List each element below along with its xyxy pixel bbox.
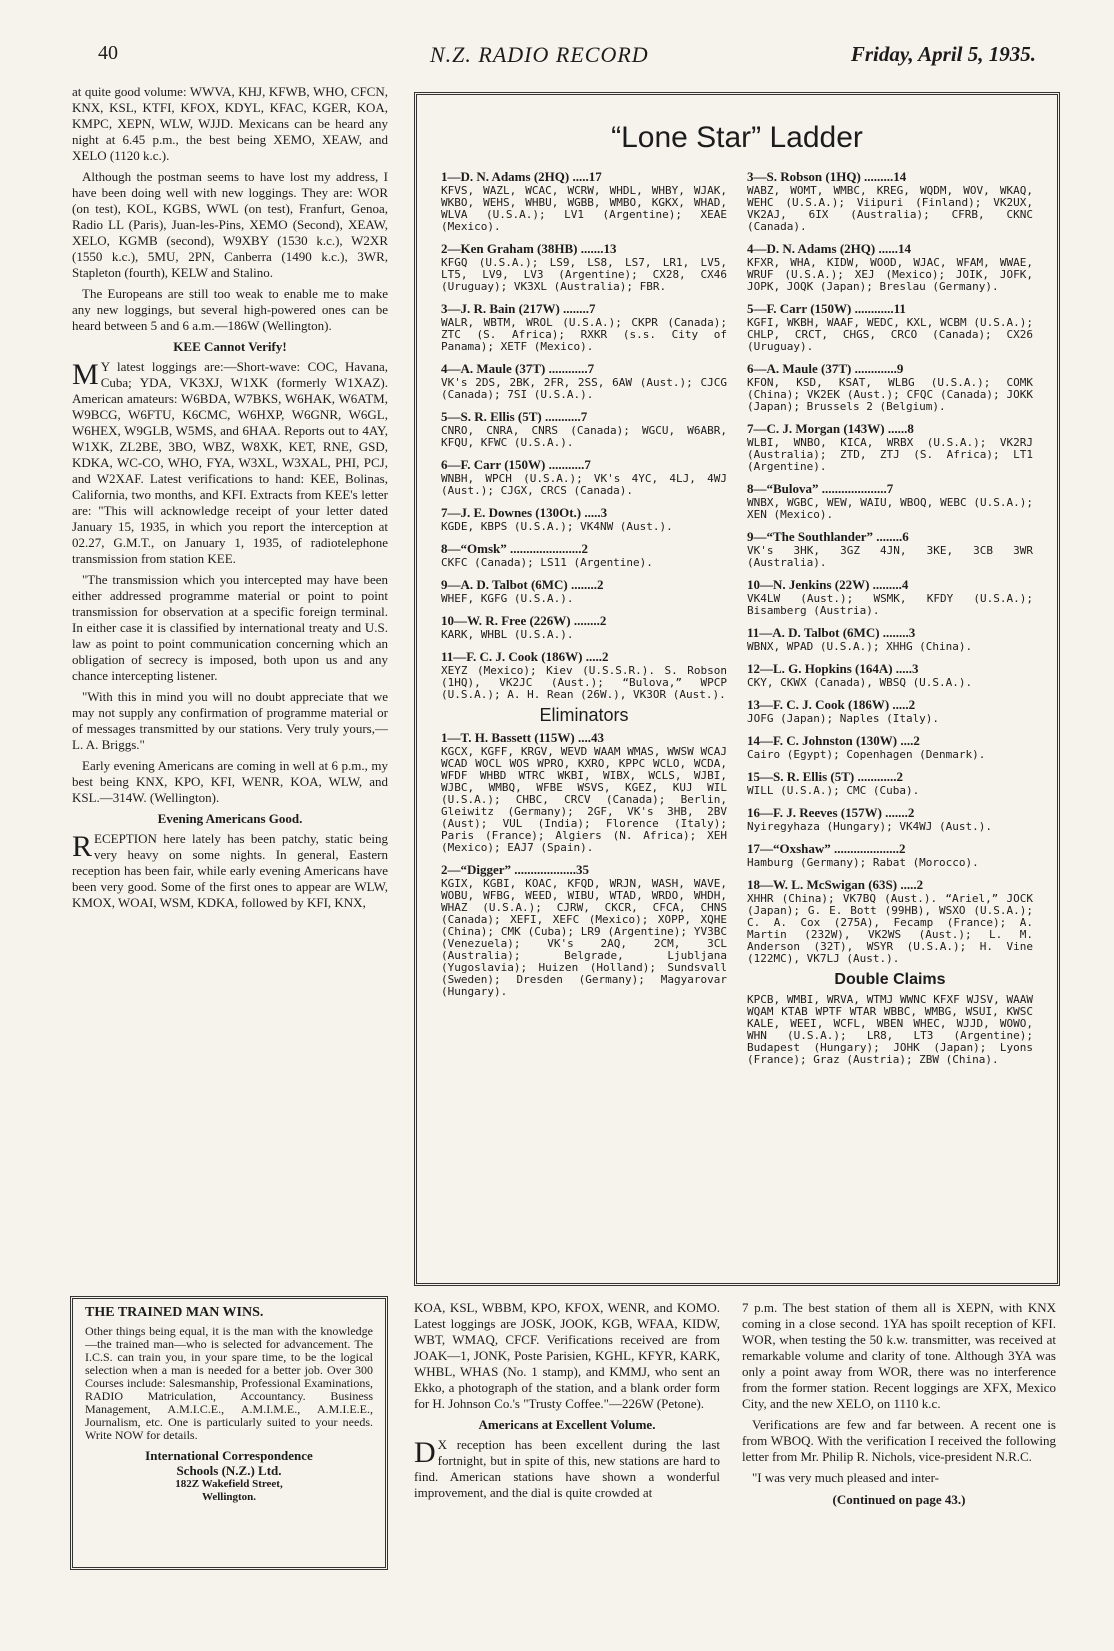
ladder-entry xyxy=(441,649,727,701)
entry-heading: 8—“Bulova” ....................7 xyxy=(747,481,894,496)
entry-stations: JOFG (Japan); Naples (Italy). xyxy=(747,712,940,725)
issue-date: Friday, April 5, 1935. xyxy=(850,42,1036,66)
entry-heading: 6—A. Maule (37T) .............9 xyxy=(747,361,904,376)
entry-stations: CKFC (Canada); LS11 (Argentine). xyxy=(441,556,653,569)
entry-stations: KFVS, WAZL, WCAC, WCRW, WHDL, WHBY, WJAK, WKBO, WEHS, WHBU, WGBB, WMBO, KGKX, WHAD, WLVA (U.S.A.); LV1 (Argentine); XEAE (Mexico). xyxy=(441,184,727,233)
entry-stations: KFGQ (U.S.A.); LS9, LS8, LS7, LR1, LV5, LT5, LV9, LV3 (Argentine); CX28, CX46 (Uruguay); VK3XL (Australia); FBR. xyxy=(441,256,727,293)
entry-heading: 4—A. Maule (37T) ............7 xyxy=(441,361,595,376)
entry-heading: 4—D. N. Adams (2HQ) ......14 xyxy=(747,241,911,256)
entry-stations: Hamburg (Germany); Rabat (Morocco). xyxy=(747,856,979,869)
entry-stations: VK's 2DS, 2BK, 2FR, 2SS, 6AW (Aust.); CJCG (Canada); 7SI (U.S.A.). xyxy=(441,376,727,401)
ladder-entry xyxy=(441,577,727,605)
entry-heading: 17—“Oxshaw” ....................2 xyxy=(747,841,906,856)
entry-stations: WHEF, KGFG (U.S.A.). xyxy=(441,592,574,605)
ladder-right-column xyxy=(747,169,1033,1066)
section-heading: Evening Americans Good. xyxy=(157,811,303,826)
entry-stations: WBNX, WPAD (U.S.A.); XHHG (China). xyxy=(747,640,973,653)
page-number: 40 xyxy=(98,42,118,64)
double-claims-title: Double Claims xyxy=(834,971,946,988)
entry-stations: WNBX, WGBC, WEW, WAIU, WBOQ, WEBC (U.S.A.); XEN (Mexico). xyxy=(747,496,1033,521)
entry-stations: VK4LW (Aust.); WSMK, KFDY (U.S.A.); Bisamberg (Austria). xyxy=(747,592,1033,617)
drop-cap: D xyxy=(414,1436,436,1469)
entry-stations: Nyiregyhaza (Hungary); VK4WJ (Aust.). xyxy=(747,820,993,833)
ladder-entry xyxy=(747,625,1033,653)
entry-heading: 3—J. R. Bain (217W) ........7 xyxy=(441,301,596,316)
ladder-entry xyxy=(747,481,1033,521)
ladder-entry xyxy=(747,877,1033,965)
drop-cap: R xyxy=(72,830,93,863)
entry-stations: WILL (U.S.A.); CMC (Cuba). xyxy=(747,784,920,797)
ladder-entry xyxy=(747,169,1033,233)
continued-note: (Continued on page 43.) xyxy=(832,1492,966,1507)
drop-cap: M xyxy=(72,358,99,391)
paragraph: The Europeans are still too weak to enable me to make any new loggings, but several high-powered ones can be heard between 5 and 6 a.m.—186W (Wellington). xyxy=(72,286,388,333)
entry-heading: 18—W. L. McSwigan (63S) .....2 xyxy=(747,877,924,892)
ladder-title: “Lone Star” Ladder xyxy=(611,121,863,154)
ladder-entry xyxy=(441,241,727,293)
ladder-entry xyxy=(441,457,727,497)
paragraph: KOA, KSL, WBBM, KPO, KFOX, WENR, and KOMO. Latest loggings are JOSK, JOOK, KGB, WFAA, KIDW, WBT, WMAQ, CFCF. Verifications received are from JOAK—1, JONK, Poste Parisien, KGHL, KFYR, KARK, WHBL, WHAS (No. 1 stamp), and KMMJ, who sent an Ekko, a photograph of the station, and a blank order form for H. Johnson Co.'s "Trusty Coffee."—226W (Petone). xyxy=(414,1300,720,1411)
paragraph: Early evening Americans are coming in well at 6 p.m., my best being KNX, KPO, KFI, WENR, KOA, WLW, and KSL.—314W. (Wellington). xyxy=(72,758,388,805)
ladder-entry xyxy=(747,241,1033,293)
paragraph: D X reception has been excellent during the last fortnight, but in spite of this, new stations are hard to find. American stations have shown a wonderful improvement, and the dial is quite crowded at xyxy=(414,1436,720,1500)
entry-stations: KFON, KSD, KSAT, WLBG (U.S.A.); COMK (China); VK2EK (Aust.); CFQC (Canada); JOKK (Japan); Brussels 2 (Belgium). xyxy=(747,376,1033,413)
ladder-entry xyxy=(441,541,727,569)
ics-advertisement xyxy=(70,1296,388,1570)
entry-heading: 11—A. D. Talbot (6MC) ........3 xyxy=(747,625,916,640)
ladder-entry xyxy=(441,730,727,854)
entry-stations: CKY, CKWX (Canada), WBSQ (U.S.A.). xyxy=(747,676,973,689)
entry-heading: 2—Ken Graham (38HB) .......13 xyxy=(441,241,617,256)
ladder-entry xyxy=(747,361,1033,413)
ladder-entry xyxy=(747,529,1033,569)
ladder-entry xyxy=(441,361,727,401)
ladder-entry xyxy=(747,769,1033,797)
masthead: N.Z. RADIO RECORD xyxy=(430,42,649,67)
entry-stations: KFXR, WHA, KIDW, WOOD, WJAC, WFAM, WWAE, WRUF (U.S.A.); XEJ (Mexico); JOIK, JOFK, JOPK, JOQK (Japan); Breslau (Germany). xyxy=(747,256,1033,293)
ladder-entry xyxy=(441,409,727,449)
entry-stations: WNBH, WPCH (U.S.A.); VK's 4YC, 4LJ, 4WJ (Aust.); CJGX, CRCS (Canada). xyxy=(441,472,727,497)
section-heading: Americans at Excellent Volume. xyxy=(478,1417,656,1432)
ladder-entry xyxy=(747,421,1033,473)
entry-stations: XHHR (China); VK7BQ (Aust.). “Ariel,” JOCK (Japan); G. E. Bott (99HB), WSXO (U.S.A.); C. A. Cox (275A), Fecamp (France); A. Martin (232W), VK2WS (Aust.); L. M. Anderson (32T), WSYR (U.S.A.); H. Vine (122MC), VK7LJ (Aust.). xyxy=(747,892,1033,965)
paragraph: M Y latest loggings are:—Short-wave: COC, Havana, Cuba; YDA, VK3XJ, W1XK (formerly W1XAZ). American amateurs: W6BDA, W7BKS, W6HAK, W6ATM, W9BCG, W6FTU, K6CMC, W6HXP, W6GNR, W6GL, W6HEX, W9GLB, W5MS, and 6HAA. Reports out to 4AY, W1XK, ZL2BE, 3BO, WBZ, W8XK, KET, RNE, GSD, KDKA, WC-CO, WHO, FYA, W3XL, W3XAL, PHI, PCJ, and W2XAF. Latest verifications to hand: KEE, Bolinas, California, two months, and KFI. Extracts from KEE's letter are: "This will acknowledge receipt of your letter dated January 15, 1935, in which you report the interception at 02.27, G.M.T., on January 1, 1935, of radiotelephone transmission from station KEE. xyxy=(72,358,388,566)
entry-heading: 9—“The Southlander” ........6 xyxy=(747,529,909,544)
page-header xyxy=(98,42,1036,76)
paragraph: 7 p.m. The best station of them all is XEPN, with KNX coming in a close second. 1YA has spoilt reception of KFI. WOR, when testing the 50 k.w. transmitter, was received at remarkable volume and clarity of tone. Although 3YA was only a point away from WOR, there was no interference from the former station. Recent loggings are XFX, Mexico City, and the new XELO, on 1110 k.c. xyxy=(742,1300,1056,1411)
entry-heading: 10—N. Jenkins (22W) .........4 xyxy=(747,577,909,592)
entry-heading: 3—S. Robson (1HQ) .........14 xyxy=(747,169,907,184)
entry-heading: 15—S. R. Ellis (5T) ............2 xyxy=(747,769,904,784)
eliminators-title: Eliminators xyxy=(539,705,629,725)
entry-stations: CNRO, CNRA, CNRS (Canada); WGCU, W6ABR, KFQU, KFWC (U.S.A.). xyxy=(441,424,727,449)
ad-body: Other things being equal, it is the man with the knowledge—the trained man—who is selected for advancement. The I.C.S. can train you, in your spare time, to be the logical selection when a man is needed for a better job. Over 300 Courses include: Salesmanship, Professional Examinations, RADIO Matriculation, Accountancy. Business Management, A.M.I.C.E., A.M.I.M.E., A.M.I.E.E., Journalism, etc. One is particularly suited to your needs. Write NOW for details. xyxy=(85,1324,373,1442)
ladder-entry xyxy=(441,613,727,641)
entry-stations: KARK, WHBL (U.S.A.). xyxy=(441,628,574,641)
ladder-entry xyxy=(747,733,1033,761)
entry-heading: 11—F. C. J. Cook (186W) .....2 xyxy=(441,649,609,664)
ladder-entry xyxy=(747,805,1033,833)
left-column xyxy=(72,84,388,916)
entry-heading: 10—W. R. Free (226W) ........2 xyxy=(441,613,607,628)
ladder-entry xyxy=(747,841,1033,869)
entry-heading: 5—S. R. Ellis (5T) ...........7 xyxy=(441,409,588,424)
entry-stations: VK's 3HK, 3GZ 4JN, 3KE, 3CB 3WR (Australia). xyxy=(747,544,1033,569)
entry-heading: 1—D. N. Adams (2HQ) .....17 xyxy=(441,169,602,184)
double-claims-list: KPCB, WMBI, WRVA, WTMJ WWNC KFXF WJSV, WAAW WQAM KTAB WPTF WTAR WBBC, WMBG, WSUI, KWSC KALE, WEEI, WCFL, WBEN WHEC, WJJD, WOWO, WHN (U.S.A.); LR8, LT3 (Argentine); Budapest (Hungary); JOHK (Japan); Lyons (France); Graz (Austria); ZBW (China). xyxy=(747,993,1033,1066)
entry-heading: 12—L. G. Hopkins (164A) .....3 xyxy=(747,661,919,676)
paragraph: Verifications are few and far between. A recent one is from WBOQ. With the verification I received the following letter from Mr. Philip R. Nichols, vice-president N.R.C. xyxy=(742,1417,1056,1464)
paragraph: "With this in mind you will no doubt appreciate that we may not supply any confirmation of programme material or of messages transmitted by our stations. Very truly yours,—L. A. Briggs." xyxy=(72,689,388,752)
section-heading: KEE Cannot Verify! xyxy=(173,339,287,354)
ladder-entry xyxy=(441,505,727,533)
ad-signature: International Correspondence Schools (N.Z.) Ltd. 182Z Wakefield Street, Wellington. xyxy=(145,1448,313,1503)
entry-heading: 7—C. J. Morgan (143W) ......8 xyxy=(747,421,914,436)
entry-stations: KGFI, WKBH, WAAF, WEDC, KXL, WCBM (U.S.A.); CHLP, CRCT, CHGS, CRCO (Canada); CX26 (Uruguay). xyxy=(747,316,1033,353)
entry-heading: 7—J. E. Downes (130Ot.) .....3 xyxy=(441,505,608,520)
entry-heading: 5—F. Carr (150W) ............11 xyxy=(747,301,906,316)
ladder-entry xyxy=(441,301,727,353)
entry-heading: 9—A. D. Talbot (6MC) ........2 xyxy=(441,577,604,592)
entry-heading: 8—“Omsk” ......................2 xyxy=(441,541,588,556)
ladder-entry xyxy=(441,862,727,998)
bottom-right-column xyxy=(742,1300,1056,1508)
entry-stations: WALR, WBTM, WROL (U.S.A.); CKPR (Canada); ZTC (S. Africa); RXKR (s.s. City of Panama); XETF (Mexico). xyxy=(441,316,727,353)
entry-heading: 13—F. C. J. Cook (186W) .....2 xyxy=(747,697,916,712)
lone-star-ladder xyxy=(414,92,1060,1286)
entry-stations: KGIX, KGBI, KOAC, KFQD, WRJN, WASH, WAVE, WOBU, WFBG, WEED, WIBU, WTAD, WRDO, WHDH, WHAZ (U.S.A.); CJRW, CKCR, CFCA, CHNS (Canada); XEFI, XEFC (Mexico); XOPP, XQHE (China); CMK (Cuba); LR9 (Argentine); YV3BC (Venezuela); VK's 2AQ, 2CM, 3CL (Australia); Belgrade, Ljubljana (Yugoslavia); Huizen (Holland); Sundsvall (Sweden); Dresden (Germany); Magyarovar (Hungary). xyxy=(441,877,727,998)
entry-heading: 6—F. Carr (150W) ...........7 xyxy=(441,457,591,472)
entry-stations: KGCX, KGFF, KRGV, WEVD WAAM WMAS, WWSW WCAJ WCAD WOCL WOS WPRO, KXRO, KPPC WCLO, WCDA, WFDF WHBD WTRC WKBI, WIBX, WCLS, WJBI, WJBC, WMBQ, WFBE WSVS, KGEZ, KUJ WIL (U.S.A.); CHBC, CRCV (Canada); Berlin, Gleiwitz (Germany); 2GF, VK's 3HB, 2BV (Aust); VUL (India); Florence (Italy); Paris (France); Algiers (N. Africa); XEH (Mexico); EAJ7 (Spain). xyxy=(441,745,727,854)
entry-heading: 14—F. C. Johnston (130W) ....2 xyxy=(747,733,920,748)
ladder-left-column xyxy=(441,169,727,1006)
entry-stations: Cairo (Egypt); Copenhagen (Denmark). xyxy=(747,748,986,761)
entry-heading: 2—“Digger” ...................35 xyxy=(441,862,590,877)
paragraph: Although the postman seems to have lost my address, I have been doing well with new loggings. They are: WOR (on test), KOL, KGBS, WWL (on test), Franfurt, Genoa, Radio LL (Paris), Juan-les-Pins, XEMO (Second), XEAW, XELO, KGMB (second), W9XBY (1530 k.c.), W2XR (1550 k.c.), 5MU, 2PN, Canberra (1490 k.c.), 3WR, Stapleton (fourth), KELW and Stalino. xyxy=(72,169,388,280)
entry-heading: 16—F. J. Reeves (157W) .......2 xyxy=(747,805,915,820)
entry-heading: 1—T. H. Bassett (115W) ....43 xyxy=(441,730,604,745)
entry-stations: WLBI, WNBO, KICA, WRBX (U.S.A.); VK2RJ (Australia); ZTD, ZTJ (S. Africa); LT1 (Argentine). xyxy=(747,436,1033,473)
paragraph: "I was very much pleased and inter- xyxy=(752,1470,939,1485)
entry-stations: XEYZ (Mexico); Kiev (U.S.S.R.). S. Robson (1HQ), VK2JC (Aust.); “Bulova,” WPCP (U.S.A.); A. H. Rean (26W.), VK3OR (Aust.). xyxy=(441,664,727,701)
paragraph: "The transmission which you intercepted may have been either addressed programme material or point to point transmission for observation at a specific foreign terminal. In either case it is classified by international treaty and U.S. law as point to point communication concerning which an obligation of secrecy is imposed, both upon us and any chance intercepting listener. xyxy=(72,572,388,683)
paragraph: at quite good volume: WWVA, KHJ, KFWB, WHO, CFCN, KNX, KSL, KTFI, KFOX, KDYL, KFAC, KGER, KOA, KMPC, XEPN, WLW, WJJD. Mexicans can be heard any night at 6.45 p.m., the best being XEMO, XEAW, and XELO (1120 k.c.). xyxy=(72,84,388,163)
ladder-entry xyxy=(747,697,1033,725)
ad-title: THE TRAINED MAN WINS. xyxy=(85,1305,264,1320)
entry-stations: KGDE, KBPS (U.S.A.); VK4NW (Aust.). xyxy=(441,520,673,533)
ladder-entry xyxy=(747,577,1033,617)
paragraph: RECEPTION here lately has been patchy, static being very heavy on some nights. In general, Eastern reception has been fair, while early evening Americans have been very good. Some of the first ones to appear are WLW, KMOX, WOAI, WSM, KDKA, followed by KFI, KNX, xyxy=(72,830,388,910)
entry-stations: WABZ, WOMT, WMBC, KREG, WQDM, WOV, WKAQ, WEHC (U.S.A.); Viipuri (Finland); VK2UX, VK2AJ, 6IX (Australia); CFRB, CKNC (Canada). xyxy=(747,184,1033,233)
ladder-entry xyxy=(747,661,1033,689)
bottom-middle-column xyxy=(414,1300,720,1506)
ladder-entry xyxy=(441,169,727,233)
ladder-entry xyxy=(747,301,1033,353)
